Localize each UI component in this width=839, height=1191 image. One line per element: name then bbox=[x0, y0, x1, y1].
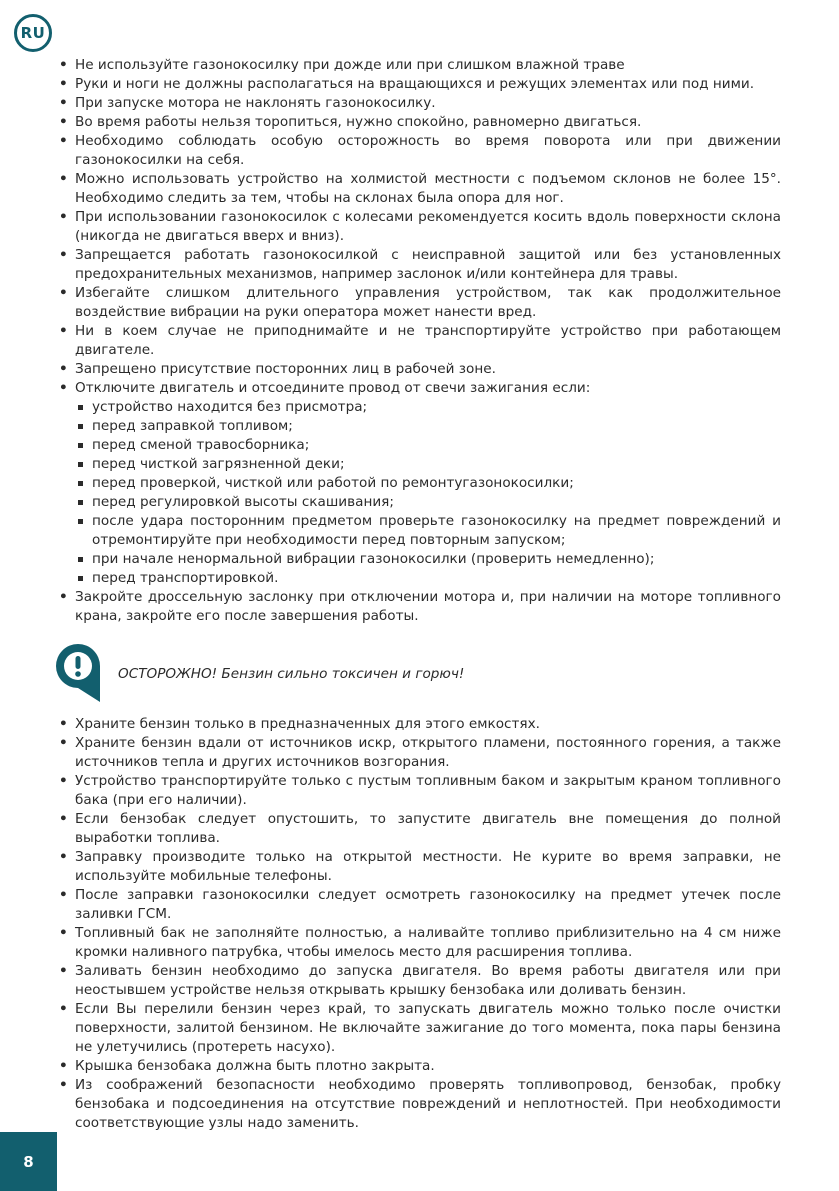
safety-rule: • Запрещается работать газонокосилкой с неисправной защитой или без установленных предохранительных механизмов, например заслонок и/или контейнера для травы. bbox=[58, 246, 781, 284]
warning-text: ОСТОРОЖНО! Бензин сильно токсичен и горюч! bbox=[118, 666, 465, 682]
safety-rule: • Не используйте газонокосилку при дожде или при слишком влажной траве bbox=[58, 56, 781, 75]
safety-rule: • Ни в коем случае не приподнимайте и не транспортируйте устройство при работающем двигателе. bbox=[58, 322, 781, 360]
safety-rule: • Во время работы нельзя торопиться, нужно спокойно, равномерно двигаться. bbox=[58, 113, 781, 132]
disconnect-rule-intro: Отключите двигатель и отсоедините провод от свечи зажигания если: bbox=[75, 380, 591, 396]
disconnect-condition: перед сменой травосборника; bbox=[75, 436, 781, 455]
closing-rule: • Закройте дроссельную заслонку при отключении мотора и, при наличии на моторе топливного крана, закройте его после завершения работы. bbox=[58, 588, 781, 626]
disconnect-conditions-list bbox=[75, 398, 781, 588]
fuel-rule: • Заливать бензин необходимо до запуска двигателя. Во время работы двигателя или при неостывшем устройстве нельзя открывать крышку бензобака или доливать бензин. bbox=[58, 962, 781, 1000]
disconnect-condition: после удара посторонним предметом проверьте газонокосилку на предмет повреждений и отремонтируйте при необходимости перед повторным запуском; bbox=[75, 512, 781, 550]
safety-rule: • При запуске мотора не наклонять газонокосилку. bbox=[58, 94, 781, 113]
page-number: 8 bbox=[23, 1152, 34, 1171]
fuel-rule: • Топливный бак не заполняйте полностью, а наливайте топливо приблизительно на 4 см ниже кромки наливного патрубка, чтобы имелось место для расширения топлива. bbox=[58, 924, 781, 962]
fuel-rule: • Крышка бензобака должна быть плотно закрыта. bbox=[58, 1057, 781, 1076]
fuel-rule: • Заправку производите только на открытой местности. Не курите во время заправки, не используйте мобильные телефоны. bbox=[58, 848, 781, 886]
safety-rule: • Избегайте слишком длительного управления устройством, так как продолжительное воздействие вибрации на руки оператора может нанести вред. bbox=[58, 284, 781, 322]
fuel-rule: • После заправки газонокосилки следует осмотреть газонокосилку на предмет утечек после заливки ГСМ. bbox=[58, 886, 781, 924]
disconnect-condition: перед заправкой топливом; bbox=[75, 417, 781, 436]
safety-rule: • Можно использовать устройство на холмистой местности с подъемом склонов не более 15°. Необходимо следить за тем, чтобы на склонах была опора для ног. bbox=[58, 170, 781, 208]
fuel-rules-list bbox=[58, 715, 781, 1133]
language-badge: RU bbox=[14, 14, 52, 52]
disconnect-condition: при начале ненормальной вибрации газонокосилки (проверить немедленно); bbox=[75, 550, 781, 569]
page-number-tab bbox=[0, 1132, 57, 1191]
disconnect-condition: устройство находится без присмотра; bbox=[75, 398, 781, 417]
disconnect-condition: перед транспортировкой. bbox=[75, 569, 781, 588]
disconnect-condition: перед проверкой, чисткой или работой по ремонтугазонокосилки; bbox=[75, 474, 781, 493]
fuel-rule: • Устройство транспортируйте только с пустым топливным баком и закрытым краном топливного бака (при его наличии). bbox=[58, 772, 781, 810]
safety-rule: • Запрещено присутствие посторонних лиц в рабочей зоне. bbox=[58, 360, 781, 379]
fuel-rule: • Храните бензин вдали от источников искр, открытого пламени, постоянного горения, а также источников тепла и других источников возгорания. bbox=[58, 734, 781, 772]
fuel-rule: • Храните бензин только в предназначенных для этого емкостях. bbox=[58, 715, 781, 734]
safety-rule: • При использовании газонокосилок с колесами рекомендуется косить вдоль поверхности склона (никогда не двигаться вверх и вниз). bbox=[58, 208, 781, 246]
warning-pin-icon bbox=[56, 644, 100, 702]
fuel-rule: • Если Вы перелили бензин через край, то запускать двигатель можно только после очистки поверхности, залитой бензином. Не включайте зажигание до того момента, пока пары бензина не улетучились (протереть насухо). bbox=[58, 1000, 781, 1057]
disconnect-rule bbox=[58, 379, 781, 588]
disconnect-condition: перед регулировкой высоты скашивания; bbox=[75, 493, 781, 512]
safety-rule: • Руки и ноги не должны располагаться на вращающихся и режущих элементах или под ними. bbox=[58, 75, 781, 94]
fuel-rule: • Из соображений безопасности необходимо проверять топливопровод, бензобак, пробку бензобака и подсоединения на отсутствие повреждений и неплотностей. При необходимости соответствующие узлы надо заменить. bbox=[58, 1076, 781, 1133]
fuel-rule: • Если бензобак следует опустошить, то запустите двигатель вне помещения до полной выработки топлива. bbox=[58, 810, 781, 848]
safety-rules-list bbox=[58, 56, 781, 626]
disconnect-condition: перед чисткой загрязненной деки; bbox=[75, 455, 781, 474]
safety-rule: • Необходимо соблюдать особую осторожность во время поворота или при движении газонокосилки на себя. bbox=[58, 132, 781, 170]
warning-callout bbox=[56, 644, 776, 704]
